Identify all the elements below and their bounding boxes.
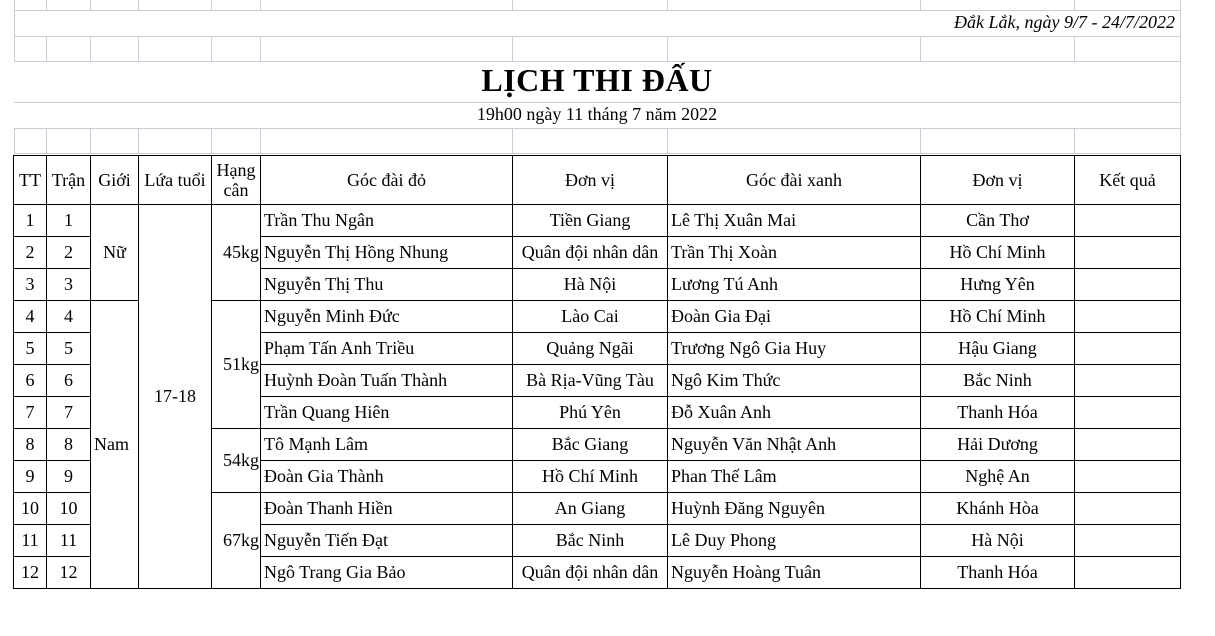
grid-line xyxy=(260,0,261,10)
cell-red-corner: Tô Mạnh Lâm xyxy=(261,429,513,461)
grid-line xyxy=(920,36,921,62)
cell-blue-corner: Trương Ngô Gia Huy xyxy=(668,333,921,365)
col-header-lua-tuoi: Lứa tuổi xyxy=(139,156,212,205)
cell-tt: 8 xyxy=(14,429,47,461)
cell-red-corner: Nguyễn Tiến Đạt xyxy=(261,525,513,557)
grid-line xyxy=(1074,128,1075,154)
cell-red-corner: Nguyễn Thị Hồng Nhung xyxy=(261,237,513,269)
cell-red-unit: Bắc Ninh xyxy=(513,525,668,557)
hang-can-line-1: Hạng xyxy=(216,160,256,180)
cell-blue-corner: Đoàn Gia Đại xyxy=(668,301,921,333)
cell-red-corner: Nguyễn Thị Thu xyxy=(261,269,513,301)
grid-line xyxy=(667,128,668,154)
cell-red-unit: An Giang xyxy=(513,493,668,525)
cell-blue-corner: Huỳnh Đăng Nguyên xyxy=(668,493,921,525)
cell-red-unit: Hà Nội xyxy=(513,269,668,301)
cell-tran: 10 xyxy=(47,493,91,525)
cell-red-corner: Nguyễn Minh Đức xyxy=(261,301,513,333)
grid-line xyxy=(14,128,15,154)
cell-result xyxy=(1075,237,1181,269)
cell-blue-corner: Lê Thị Xuân Mai xyxy=(668,205,921,237)
grid-line xyxy=(512,36,513,62)
cell-red-corner: Phạm Tấn Anh Triều xyxy=(261,333,513,365)
table-header-row xyxy=(14,156,1181,205)
cell-blue-corner: Ngô Kim Thức xyxy=(668,365,921,397)
col-header-hang-can xyxy=(212,156,261,205)
cell-tran: 7 xyxy=(47,397,91,429)
cell-blue-unit: Hưng Yên xyxy=(921,269,1075,301)
grid-line xyxy=(211,0,212,10)
grid-line xyxy=(90,0,91,10)
grid-line xyxy=(138,128,139,154)
age-group-cell: 17-18 xyxy=(139,205,212,589)
col-header-tran: Trận xyxy=(47,156,91,205)
cell-red-unit: Quảng Ngãi xyxy=(513,333,668,365)
cell-blue-unit: Khánh Hòa xyxy=(921,493,1075,525)
grid-line xyxy=(14,153,1180,154)
grid-line xyxy=(211,36,212,62)
cell-blue-corner: Trần Thị Xoàn xyxy=(668,237,921,269)
grid-line xyxy=(46,128,47,154)
cell-red-unit: Quân đội nhân dân xyxy=(513,237,668,269)
grid-line xyxy=(138,0,139,10)
cell-blue-corner: Nguyễn Hoàng Tuân xyxy=(668,557,921,589)
col-header-ket-qua: Kết quả xyxy=(1075,156,1181,205)
cell-tt: 5 xyxy=(14,333,47,365)
cell-tran: 4 xyxy=(47,301,91,333)
grid-line xyxy=(512,0,513,10)
cell-blue-unit: Hồ Chí Minh xyxy=(921,237,1075,269)
grid-line xyxy=(1074,36,1075,62)
cell-blue-corner: Lê Duy Phong xyxy=(668,525,921,557)
cell-blue-unit: Hậu Giang xyxy=(921,333,1075,365)
cell-result xyxy=(1075,365,1181,397)
cell-red-corner: Trần Thu Ngân xyxy=(261,205,513,237)
grid-line xyxy=(211,128,212,154)
cell-red-unit: Tiền Giang xyxy=(513,205,668,237)
cell-blue-corner: Lương Tú Anh xyxy=(668,269,921,301)
cell-result xyxy=(1075,333,1181,365)
cell-red-corner: Ngô Trang Gia Bảo xyxy=(261,557,513,589)
cell-blue-corner: Đỗ Xuân Anh xyxy=(668,397,921,429)
weight-class-cell-45: 45kg xyxy=(212,205,261,301)
cell-red-corner: Huỳnh Đoàn Tuấn Thành xyxy=(261,365,513,397)
cell-blue-unit: Hà Nội xyxy=(921,525,1075,557)
cell-blue-unit: Thanh Hóa xyxy=(921,397,1075,429)
cell-result xyxy=(1075,557,1181,589)
grid-line xyxy=(667,0,668,10)
grid-line xyxy=(260,128,261,154)
cell-tt: 6 xyxy=(14,365,47,397)
cell-tran: 6 xyxy=(47,365,91,397)
weight-class-cell-67: 67kg xyxy=(212,493,261,589)
col-header-goc-xanh: Góc đài xanh xyxy=(668,156,921,205)
cell-tran: 11 xyxy=(47,525,91,557)
cell-tran: 1 xyxy=(47,205,91,237)
col-header-gioi: Giới xyxy=(91,156,139,205)
grid-line xyxy=(512,128,513,154)
page-title: LỊCH THI ĐẤU xyxy=(481,62,713,98)
cell-red-unit: Lào Cai xyxy=(513,301,668,333)
gender-cell-nu: Nữ xyxy=(91,205,139,301)
cell-result xyxy=(1075,205,1181,237)
grid-line xyxy=(46,36,47,62)
weight-class-cell-51: 51kg xyxy=(212,301,261,429)
grid-line xyxy=(920,0,921,10)
schedule-table xyxy=(13,155,1181,589)
grid-line xyxy=(667,36,668,62)
cell-tran: 8 xyxy=(47,429,91,461)
cell-red-unit: Hồ Chí Minh xyxy=(513,461,668,493)
cell-tt: 11 xyxy=(14,525,47,557)
cell-result xyxy=(1075,461,1181,493)
cell-tt: 4 xyxy=(14,301,47,333)
grid-line xyxy=(46,0,47,10)
cell-result xyxy=(1075,397,1181,429)
cell-blue-corner: Nguyễn Văn Nhật Anh xyxy=(668,429,921,461)
grid-line xyxy=(138,36,139,62)
cell-result xyxy=(1075,301,1181,333)
cell-red-corner: Trần Quang Hiên xyxy=(261,397,513,429)
cell-blue-unit: Nghệ An xyxy=(921,461,1075,493)
weight-class-cell-54: 54kg xyxy=(212,429,261,493)
cell-tt: 2 xyxy=(14,237,47,269)
cell-blue-unit: Bắc Ninh xyxy=(921,365,1075,397)
cell-tran: 12 xyxy=(47,557,91,589)
cell-red-unit: Quân đội nhân dân xyxy=(513,557,668,589)
cell-red-unit: Bà Rịa-Vũng Tàu xyxy=(513,365,668,397)
cell-tran: 2 xyxy=(47,237,91,269)
grid-line xyxy=(14,0,15,62)
cell-tt: 12 xyxy=(14,557,47,589)
grid-line xyxy=(90,128,91,154)
col-header-tt: TT xyxy=(14,156,47,205)
grid-line xyxy=(1180,0,1181,155)
cell-result xyxy=(1075,269,1181,301)
cell-red-unit: Phú Yên xyxy=(513,397,668,429)
cell-blue-unit: Hải Dương xyxy=(921,429,1075,461)
cell-tt: 9 xyxy=(14,461,47,493)
grid-line xyxy=(14,10,1180,11)
cell-result xyxy=(1075,429,1181,461)
grid-line xyxy=(90,36,91,62)
cell-tt: 10 xyxy=(14,493,47,525)
grid-line xyxy=(1074,0,1075,10)
col-header-don-vi-do: Đơn vị xyxy=(513,156,668,205)
col-header-goc-do: Góc đài đỏ xyxy=(261,156,513,205)
cell-tt: 7 xyxy=(14,397,47,429)
cell-red-unit: Bắc Giang xyxy=(513,429,668,461)
cell-tran: 3 xyxy=(47,269,91,301)
cell-result xyxy=(1075,525,1181,557)
cell-blue-unit: Hồ Chí Minh xyxy=(921,301,1075,333)
cell-red-corner: Đoàn Gia Thành xyxy=(261,461,513,493)
cell-red-corner: Đoàn Thanh Hiền xyxy=(261,493,513,525)
cell-tt: 1 xyxy=(14,205,47,237)
cell-blue-unit: Cần Thơ xyxy=(921,205,1075,237)
table-row xyxy=(14,205,1181,237)
grid-line xyxy=(14,36,1180,37)
hang-can-line-2: cân xyxy=(223,180,249,200)
page-subtitle: 19h00 ngày 11 tháng 7 năm 2022 xyxy=(476,104,718,124)
col-header-don-vi-xanh: Đơn vị xyxy=(921,156,1075,205)
cell-tt: 3 xyxy=(14,269,47,301)
grid-line xyxy=(920,128,921,154)
cell-blue-corner: Phan Thế Lâm xyxy=(668,461,921,493)
grid-line xyxy=(14,128,1180,129)
grid-line xyxy=(14,102,1180,103)
date-location-line: Đắk Lắk, ngày 9/7 - 24/7/2022 xyxy=(954,12,1175,32)
cell-tran: 5 xyxy=(47,333,91,365)
cell-blue-unit: Thanh Hóa xyxy=(921,557,1075,589)
gender-cell-nam: Nam xyxy=(91,301,139,589)
cell-tran: 9 xyxy=(47,461,91,493)
cell-result xyxy=(1075,493,1181,525)
grid-line xyxy=(260,36,261,62)
